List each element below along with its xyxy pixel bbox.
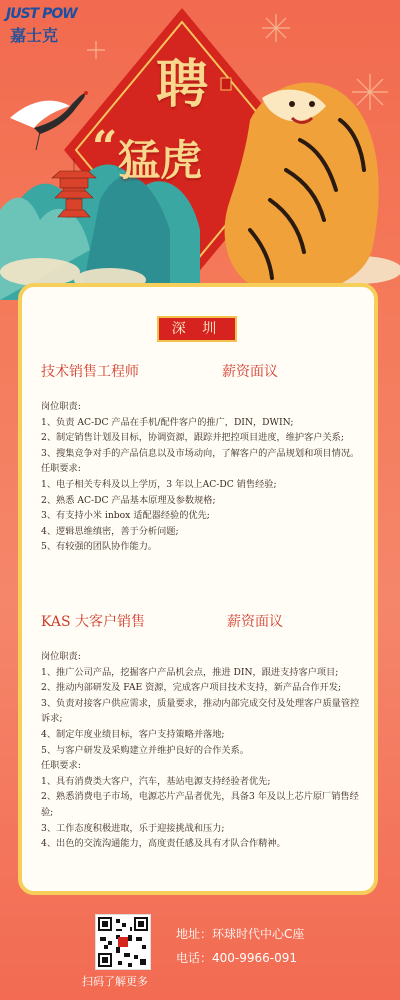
job-description-1 [41,399,366,555]
desc-line: 1、具有消费类大客户，汽车，基站电源支持经验者优先; [41,775,271,787]
headline-char: 聘 [156,54,209,115]
desc-line: 4、出色的交流沟通能力，高度责任感及具有才队合作精神。 [41,838,286,850]
job-salary-1: 薪资面议 [222,364,278,380]
qr-caption: 扫码了解更多 [82,975,148,988]
desc-line: 岗位职责: [41,401,81,412]
desc-line: 4、制定年度业绩目标，客户支持策略并落地; [41,728,225,740]
desc-line: 3、工作态度积极进取，乐于迎接挑战和压力; [41,822,225,834]
desc-line: 岗位职责: [41,651,81,662]
desc-line: 4、逻辑思维缜密，善于分析问题; [41,525,179,537]
logo-chinese: 嘉士克 [10,26,59,45]
job-title-1: 技术销售工程师 [41,364,139,380]
desc-line: 2、制定销售计划及目标，协调资源，跟踪并把控项目进度，维护客户关系; [41,432,344,444]
qr-code[interactable] [95,914,151,970]
contact-phone: 电话：400-9966-091 [176,951,298,965]
job-title-2: KAS 大客户销售 [41,614,146,630]
desc-line: 2、熟悉消费电子市场，电源芯片产品者优先，具备3 年及以上芯片原厂销售经验; [41,791,359,818]
desc-line: 1、负责 AC-DC 产品在手机/配件客户的推广，DIN，DWIN; [41,416,294,428]
job-salary-2: 薪资面议 [227,614,283,630]
desc-line: 5、与客户研发及采购建立并维护良好的合作关系。 [41,744,249,756]
contact-address: 地址：环球时代中心C座 [176,927,305,941]
desc-line: 任职要求: [41,463,81,475]
desc-line: 任职要求: [41,760,81,772]
job-card [18,283,378,895]
desc-line: 2、推动内部研发及 FAE 资源，完成客户项目技术支持，新产品合作开发; [41,682,342,694]
city-badge: 深 圳 [157,316,237,342]
desc-line: 3、有支持小米 inbox 适配器经验的优先; [41,510,210,522]
desc-line: 1、电子相关专科及以上学历，3 年以上AC-DC 销售经验; [41,478,277,490]
desc-line: 3、搜集竞争对手的产品信息以及市场动向，了解客户的产品规划和项目情况。 [41,447,360,459]
seal-stamp [221,78,231,90]
headline-quote-mark: “ [92,122,118,173]
desc-line: 1、推广公司产品，挖掘客户产品机会点，推进 DIN，跟进支持客户项目; [41,666,339,678]
desc-line: 5、有较强的团队协作能力。 [41,541,158,553]
brand-logo [6,6,86,46]
desc-line: 3、负责对接客户供应需求，质量要求，推动内部完成交付及处理客户质量管控诉求; [41,697,360,725]
headline-line2: 猛虎 [118,136,203,185]
job-description-2 [41,649,366,852]
desc-line: 2、熟悉 AC-DC 产品基本原理及参数规格; [41,494,216,506]
logo-english: JUST POW [6,6,77,22]
